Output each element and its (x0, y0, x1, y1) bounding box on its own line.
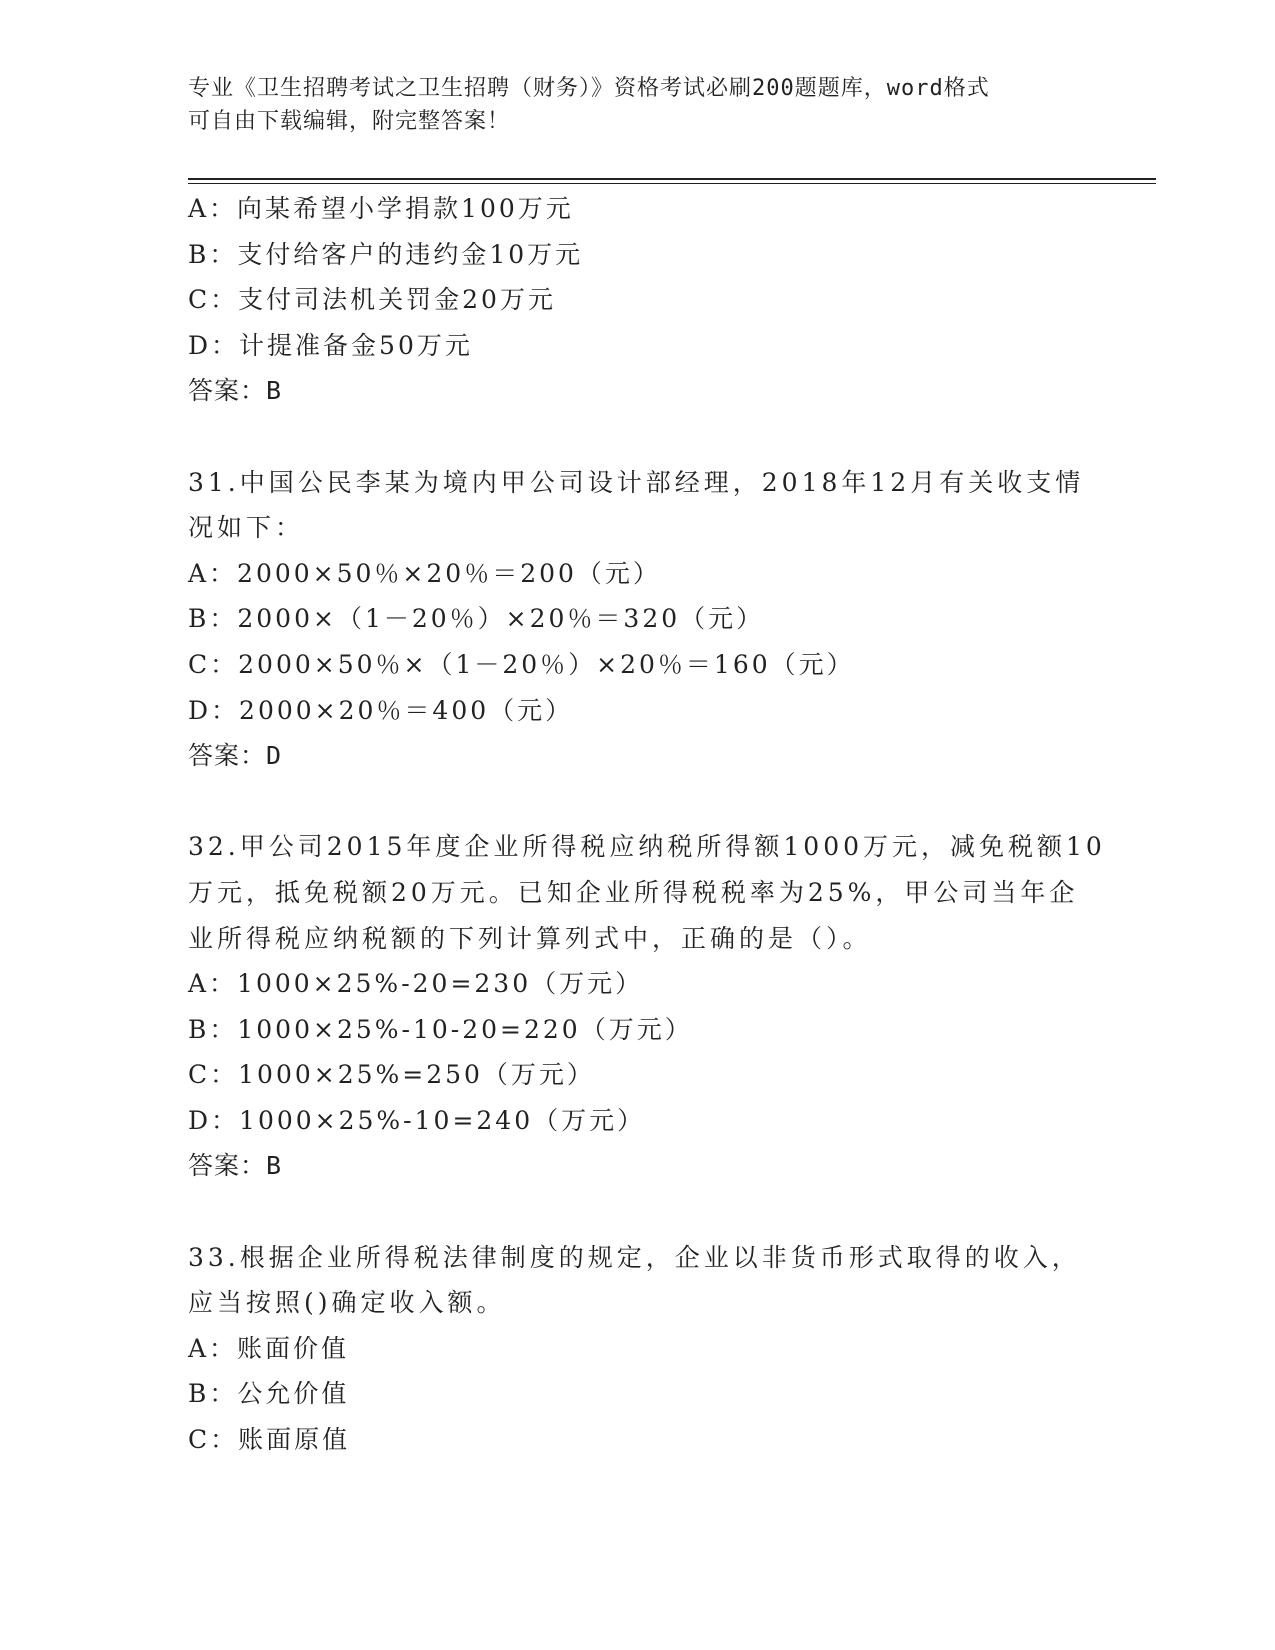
header-divider-thin (188, 183, 1156, 184)
question-30 (188, 186, 1088, 414)
spacer (188, 779, 1088, 825)
question-stem (188, 460, 1088, 551)
spacer (188, 1189, 1088, 1235)
document-header (188, 72, 1088, 138)
option-d: D：1000×25%-10=240（万元） (188, 1105, 646, 1135)
option-d: D：计提准备金50万元 (188, 330, 473, 360)
option-b: B：1000×25%-10-20=220（万元） (188, 1014, 693, 1044)
answer: 答案：B (188, 1151, 283, 1181)
option-d: D：2000×20％＝400（元） (188, 695, 574, 725)
option-b: B：支付给客户的违约金10万元 (188, 239, 584, 269)
question-stem (188, 824, 1106, 961)
option-a: A：1000×25%-20=230（万元） (188, 969, 644, 999)
stem-line: 31.中国公民李某为境内甲公司设计部经理，2018年12月有关收支情 (188, 467, 1085, 497)
answer: 答案：D (188, 741, 283, 771)
question-31 (188, 460, 1088, 779)
stem-line: 业所得税应纳税额的下列计算列式中，正确的是（）。 (188, 923, 872, 953)
option-c: C：账面原值 (188, 1425, 351, 1455)
option-b: B：2000×（1－20％）×20％＝320（元） (188, 604, 765, 634)
option-a: A：向某希望小学捐款100万元 (188, 194, 574, 223)
option-a: A：2000×50％×20％＝200（元） (188, 558, 661, 588)
header-line-1: 专业《卫生招聘考试之卫生招聘（财务）》资格考试必刷200题题库，word格式 (188, 76, 990, 101)
stem-line: 32.甲公司2015年度企业所得税应纳税所得额1000万元，减免税额10 (188, 832, 1106, 862)
spacer (188, 414, 1088, 460)
answer: 答案：B (188, 376, 283, 406)
header-divider (188, 178, 1156, 180)
option-a: A：账面价值 (188, 1333, 350, 1363)
question-stem (188, 1235, 1088, 1326)
question-33 (188, 1235, 1088, 1463)
header-line-2: 可自由下载编辑，附完整答案！ (188, 109, 511, 134)
option-c: C：支付司法机关罚金20万元 (188, 285, 556, 315)
stem-line: 33.根据企业所得税法律制度的规定，企业以非货币形式取得的收入， (188, 1242, 1081, 1272)
option-c: C：1000×25%=250（万元） (188, 1060, 595, 1090)
stem-line: 应当按照()确定收入额。 (188, 1288, 506, 1318)
option-c: C：2000×50％×（1－20％）×20％＝160（元） (188, 649, 855, 679)
question-32 (188, 824, 1106, 1189)
question-list (188, 186, 1106, 1463)
option-b: B：公允价值 (188, 1379, 350, 1409)
stem-line: 万元，抵免税额20万元。已知企业所得税税率为25%，甲公司当年企 (188, 877, 1079, 907)
stem-line: 况如下： (188, 513, 305, 543)
